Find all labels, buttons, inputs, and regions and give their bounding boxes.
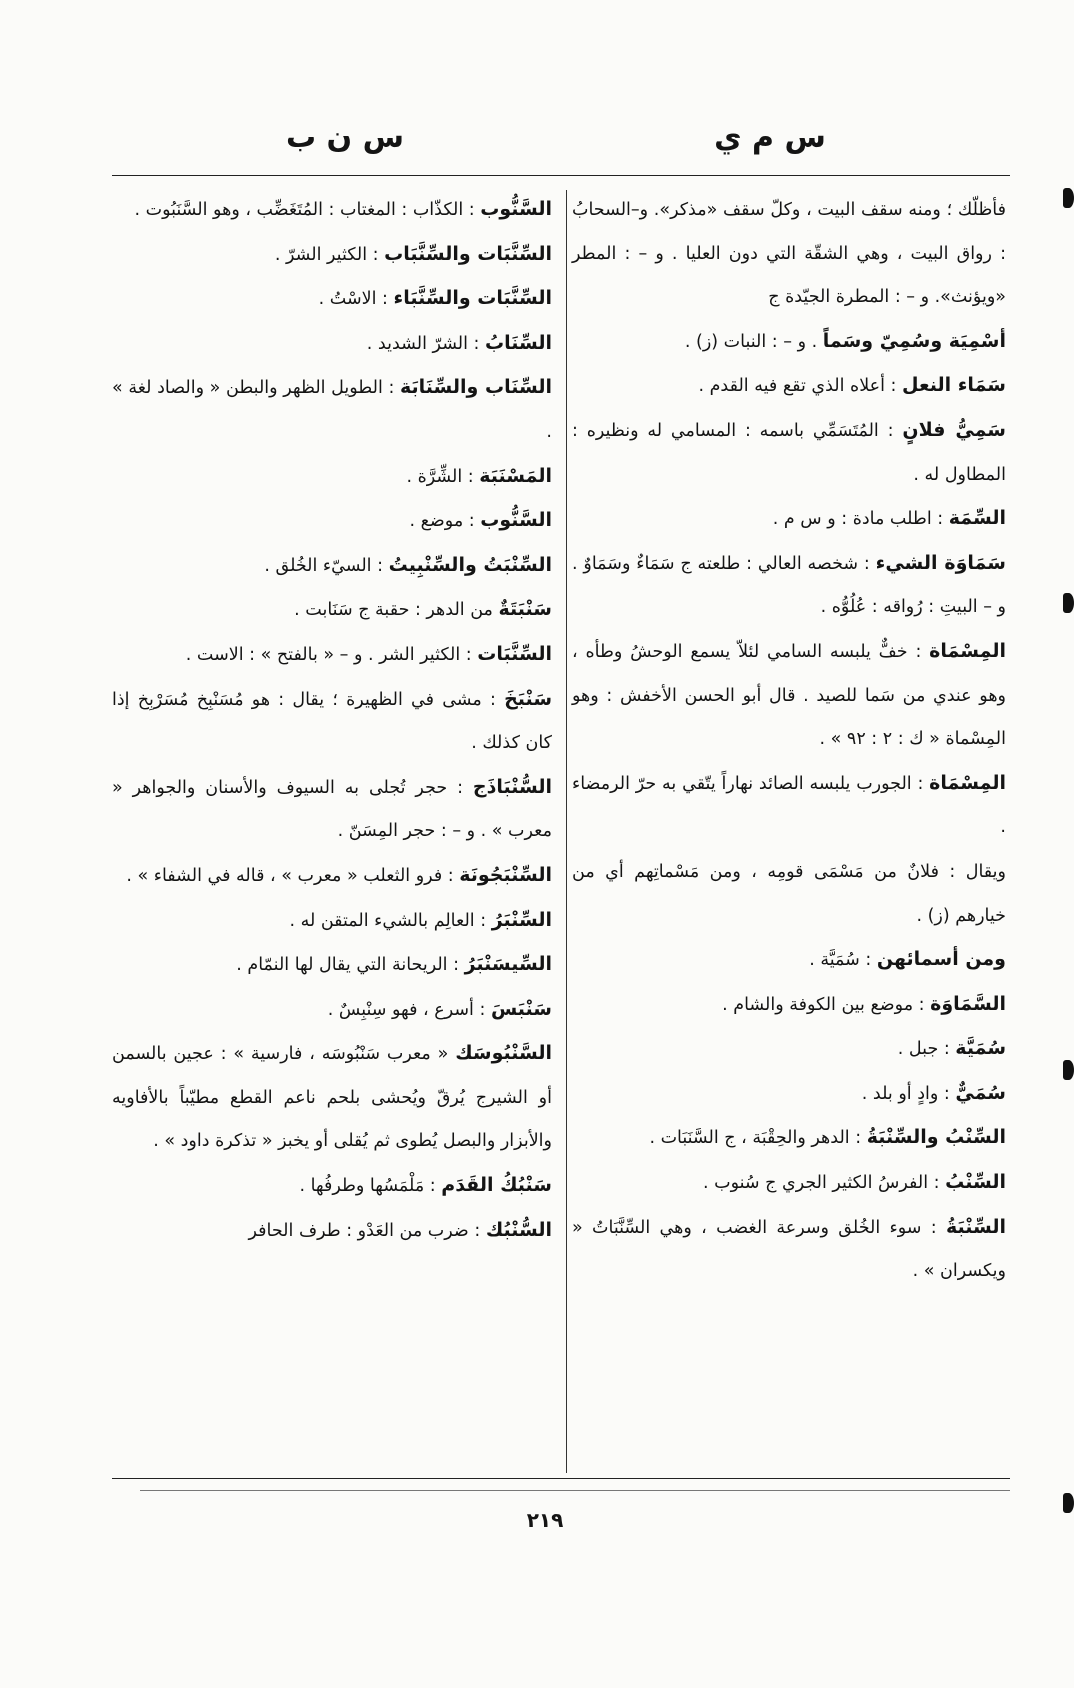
headword: السِّنْبَتُ والسِّنْبِيتُ bbox=[388, 553, 552, 576]
definition: : خفٌّ يلبسه السامي لئلاّ يسمع الوحشُ وطأه ، وهو عندي من سَما للصيد . قال أبو الحسن الأخفش : وهو المِسْماة « ك : ٢ : ٩٢ » . bbox=[572, 641, 1006, 750]
definition: ويقال : فلانٌ من مَسْمَى قومِه ، ومن مَسْماتِهم أي من خيارهم (ز) . bbox=[572, 861, 1006, 926]
dictionary-entry bbox=[572, 938, 1006, 983]
definition: : الشرّ الشديد . bbox=[366, 333, 480, 354]
dictionary-entry bbox=[112, 988, 552, 1033]
definition: : الفرسُ الكثير الجري ج سُنوب . bbox=[702, 1173, 940, 1194]
definition: : السيّء الخُلق . bbox=[264, 555, 384, 576]
dictionary-entry bbox=[112, 1209, 552, 1254]
headword: السِّنَابُ bbox=[485, 331, 552, 354]
binding-hole-mark bbox=[1063, 1060, 1074, 1080]
dictionary-entry bbox=[112, 188, 552, 233]
dictionary-entry bbox=[572, 1027, 1006, 1072]
dictionary-entry bbox=[112, 1032, 552, 1164]
definition: : وادٍ أو بلد . bbox=[861, 1083, 950, 1104]
page-header bbox=[0, 120, 1074, 170]
binding-hole-mark bbox=[1063, 188, 1074, 208]
headword: السِّمَة bbox=[948, 507, 1006, 530]
headword: سَمَاء النعل bbox=[902, 374, 1006, 397]
left-running-head: س ن ب bbox=[285, 120, 405, 155]
dictionary-entry bbox=[112, 499, 552, 544]
definition: : ضرب من العَدْو : طرف الحافر bbox=[248, 1220, 481, 1241]
headword: السِّنَّبَات والسِّنَّبَاء bbox=[393, 287, 552, 310]
definition: : فرو الثعلب « معرب » ، قاله في الشفاء » . bbox=[126, 865, 454, 886]
definition: : المُتَسَمِّي باسمه : المسامي له ونظيره : المطاول له . bbox=[572, 420, 1006, 485]
definition: : الكثير الشرّ . bbox=[274, 244, 379, 265]
definition: . و – : النبات (ز) . bbox=[684, 331, 818, 352]
definition: : الكثير الشر . و – « بالفتح » : الاست . bbox=[185, 644, 472, 665]
dictionary-entry bbox=[112, 678, 552, 766]
headword: سَنْبَتَةٌ bbox=[498, 598, 552, 621]
header-rule bbox=[112, 175, 1010, 176]
definition: : الدهر والحِقْبَة ، ج السَّنَبَات . bbox=[649, 1128, 862, 1149]
headword: السِّنْبَرُ bbox=[491, 908, 552, 931]
headword: السِّنْبَةُ bbox=[945, 1215, 1006, 1238]
definition: : حجر تُجلى به السيوف والأسنان والجواهر « معرب » . و – : حجر المِسَنّ . bbox=[112, 777, 552, 842]
dictionary-entry bbox=[572, 320, 1006, 365]
definition: : الطويل الظهر والبطن « والصاد لغة » . bbox=[112, 378, 552, 442]
definition: : جبل . bbox=[897, 1039, 950, 1060]
headword: سَنْبَخَ bbox=[504, 687, 552, 710]
headword: السَّمَاوَة bbox=[930, 992, 1006, 1015]
headword: المِسْمَاة bbox=[929, 771, 1006, 794]
dictionary-entry bbox=[572, 1206, 1006, 1294]
headword: سُمَيٌّ bbox=[955, 1081, 1006, 1104]
headword: المِسْمَاة bbox=[929, 639, 1006, 662]
dictionary-entry bbox=[112, 455, 552, 500]
dictionary-entry bbox=[112, 366, 552, 454]
headword: السِّنَّبَات والسِّنَّبَاب bbox=[384, 242, 552, 265]
headword: السِّنْبَجُونَة bbox=[459, 863, 552, 886]
definition: : مشى في الظهيرة ؛ يقال : هو مُسَنْبِخ مُسَرْبِخ إذا كان كذلك . bbox=[112, 689, 552, 754]
dictionary-entry bbox=[112, 233, 552, 278]
dictionary-entry bbox=[572, 542, 1006, 630]
definition: : الشِّرَّة . bbox=[406, 466, 474, 487]
left-column bbox=[112, 188, 552, 1253]
definition: : مَلْمَسُها وطرفُها . bbox=[299, 1176, 436, 1197]
dictionary-entry bbox=[572, 1116, 1006, 1161]
headword: السِّنَاب والسِّنَابَة bbox=[400, 376, 552, 399]
headword: سَنْبَسَ bbox=[490, 997, 552, 1020]
definition: : اطلب مادة : و س م . bbox=[772, 509, 944, 530]
footer-rule bbox=[112, 1478, 1010, 1479]
definition: « معرب سَنْبُوسَه ، فارسية » : عجين بالسمن أو الشيرج يُرقّ ويُحشى بلحم ناعم القطع مطيّباً بالأفاويه والأبزار والبصل يُطوى ثم يُقلى أو يخبز « تذكرة داود » . bbox=[112, 1044, 552, 1152]
dictionary-entry bbox=[572, 364, 1006, 409]
headword: سُمَيَّة bbox=[955, 1037, 1006, 1060]
dictionary-entry bbox=[112, 899, 552, 944]
headword: السَّنُّوب bbox=[480, 509, 552, 532]
definition: : العالِم بالشيء المتقن له . bbox=[289, 910, 487, 931]
definition: : موضع . bbox=[409, 511, 475, 532]
dictionary-entry bbox=[572, 762, 1006, 850]
headword: المَسْنَبَة bbox=[479, 464, 552, 487]
headword: السَّنُّوب bbox=[480, 198, 552, 220]
binding-hole-mark bbox=[1063, 1493, 1074, 1513]
dictionary-entry bbox=[112, 1164, 552, 1209]
right-running-head: س م ي bbox=[714, 120, 826, 155]
dictionary-entry bbox=[112, 766, 552, 854]
definition: : أسرع ، فهو سِنْبِسٌ . bbox=[327, 999, 486, 1020]
page-number: ٢١٩ bbox=[526, 1508, 564, 1532]
dictionary-entry bbox=[112, 277, 552, 322]
definition: فأظلّك ؛ ومنه سقف البيت ، وكلّ سقف «مذكر». و–السحابُ : رواق البيت ، وهي الشقّة التي دون العليا . و – : المطر «ويؤنث». و – : المطرة الجيّدة ج bbox=[572, 200, 1006, 308]
dictionary-entry bbox=[572, 630, 1006, 762]
definition: : أعلاه الذي تقع فيه القدم . bbox=[698, 376, 897, 397]
headword: أسْمِيَة وسُمِيّ وسَماً bbox=[822, 329, 1006, 352]
headword: سَمَاوَة الشيء bbox=[875, 551, 1006, 574]
binding-hole-mark bbox=[1063, 593, 1074, 613]
headword: سَمِيُّ فلانٍ bbox=[902, 418, 1006, 441]
dictionary-entry bbox=[112, 588, 552, 633]
headword: السَّنْبُوسَك bbox=[455, 1042, 552, 1065]
dictionary-entry bbox=[572, 1161, 1006, 1206]
definition: : الكذّاب : المغتاب : المُتَغَضِّب ، وهو السَّنَبُوت . bbox=[134, 200, 475, 220]
headword: السِّيسَنْبَرُ bbox=[464, 953, 552, 976]
dictionary-entry bbox=[572, 1072, 1006, 1117]
definition: : سُمَيَّة . bbox=[809, 950, 872, 971]
dictionary-entry bbox=[572, 497, 1006, 542]
definition: : الريحانة التي يقال لها النمّام . bbox=[236, 955, 460, 976]
dictionary-entry bbox=[112, 854, 552, 899]
headword: سَنْبُكُ القَدَم bbox=[441, 1174, 552, 1197]
footer-rule-secondary bbox=[140, 1490, 1010, 1491]
headword: السِّنْبُ bbox=[945, 1171, 1006, 1194]
headword: السُّنْبُك bbox=[485, 1218, 552, 1241]
headword: السِّنَّبَات bbox=[477, 642, 552, 665]
column-divider bbox=[566, 190, 567, 1473]
headword: السِّنْبُ والسِّنْبَةُ bbox=[866, 1126, 1006, 1149]
dictionary-entry bbox=[572, 983, 1006, 1028]
dictionary-entry bbox=[112, 322, 552, 367]
dictionary-entry bbox=[572, 409, 1006, 497]
definition: : موضع بين الكوفة والشام . bbox=[722, 994, 925, 1015]
definition: : شخصه العالي : طلعته ج سَمَاءٌ وسَمَاوٌ . و – البيتِ : رُواقه : عُلُوُّه . bbox=[572, 553, 1006, 618]
headword: السُّنْبَاذَج bbox=[472, 775, 552, 798]
definition: : الجورب يلبسه الصائد نهاراً يتّقي به حرّ الرمضاء . bbox=[572, 773, 1006, 838]
headword: ومن أسمائهن bbox=[876, 948, 1006, 971]
definition: : الاسْتُ . bbox=[318, 289, 388, 310]
definition: : سوء الخُلق وسرعة الغضب ، وهي السِّنَّبَاتُ « ويكسران » . bbox=[572, 1217, 1006, 1282]
dictionary-entry bbox=[112, 943, 552, 988]
dictionary-entry bbox=[572, 188, 1006, 320]
definition: من الدهر : حقبة ج سَنَابت . bbox=[294, 600, 493, 621]
dictionary-entry bbox=[112, 544, 552, 589]
dictionary-entry bbox=[112, 633, 552, 678]
right-column bbox=[572, 188, 1006, 1294]
dictionary-entry bbox=[572, 850, 1006, 938]
